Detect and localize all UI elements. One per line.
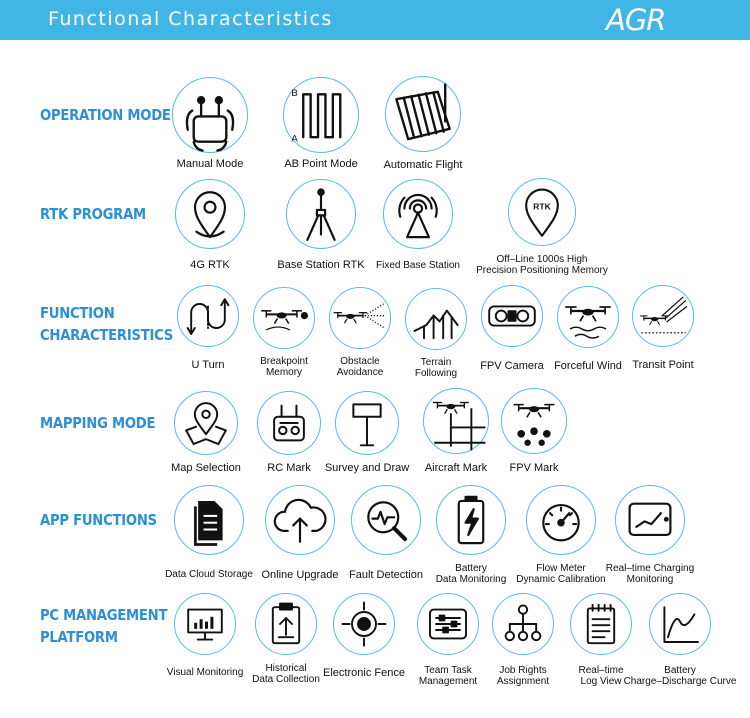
svg-text:RTK: RTK [533, 201, 551, 212]
gauge-icon [526, 485, 596, 555]
section-title-rtk: RTK PROGRAM [40, 205, 146, 223]
feature-label: Log View [580, 676, 622, 687]
feature-label: Data Cloud Storage [165, 569, 253, 580]
feature-label: Battery [664, 665, 696, 676]
feature-label: Charge–Discharge Curve [623, 676, 737, 687]
feature-label: Management [418, 676, 478, 687]
feature-label: Off–Line 1000s High [496, 254, 588, 265]
feature-label: Forceful Wind [554, 360, 622, 372]
feature-label: Job Rights [499, 665, 547, 676]
drone-wind-icon [557, 286, 619, 348]
location-pin-icon [175, 179, 245, 249]
section-title-function: CHARACTERISTICS [40, 326, 174, 344]
feature-label: 4G RTK [190, 259, 230, 271]
curve-chart-icon [649, 593, 711, 655]
section-title-operation: OPERATION MODE [40, 106, 171, 124]
battery-icon [436, 485, 506, 555]
section-title-pc: PLATFORM [40, 628, 118, 646]
feature-label: Monitoring [626, 574, 674, 585]
field-grid-icon [385, 76, 461, 152]
feature-label: AB Point Mode [284, 158, 358, 170]
feature-label: Map Selection [171, 462, 241, 474]
feature-label: Team Task [424, 665, 472, 676]
feature-label: Manual Mode [176, 158, 244, 170]
feature-label: Obstacle [340, 356, 380, 367]
tripod-icon [286, 179, 356, 249]
feature-label: Avoidance [336, 367, 384, 378]
aircraft-grid-icon [423, 388, 489, 454]
drone-radar-icon [329, 287, 391, 349]
feature-label: Precision Positioning Memory [476, 265, 608, 276]
terrain-icon [405, 288, 467, 350]
feature-label: Assignment [496, 676, 550, 687]
feature-label: Transit Point [632, 359, 694, 371]
survey-post-icon [335, 391, 399, 455]
feature-label: Breakpoint [260, 356, 308, 367]
tablet-chart-icon [615, 485, 685, 555]
feature-label: Automatic Flight [383, 159, 463, 171]
svg-text:A: A [291, 133, 298, 145]
drone-route-icon [632, 285, 694, 347]
feature-label: RC Mark [267, 462, 311, 474]
feature-label: Online Upgrade [261, 569, 339, 581]
feature-label: Battery [455, 563, 487, 574]
clipboard-upload-icon [255, 593, 317, 655]
feature-label: Following [414, 368, 458, 379]
monitor-chart-icon [174, 593, 236, 655]
antenna-icon [383, 179, 453, 249]
target-icon [333, 593, 395, 655]
feature-label: Real–time Charging [605, 563, 695, 574]
documents-icon [174, 485, 244, 555]
feature-label: Fault Detection [349, 569, 423, 581]
section-title-function: FUNCTION [40, 304, 115, 322]
section-title-pc: PC MANAGEMENT [40, 606, 168, 624]
rc-mark-icon [257, 391, 321, 455]
notepad-icon [570, 593, 632, 655]
feature-label: Terrain [420, 357, 452, 368]
feature-label: Visual Monitoring [166, 667, 244, 678]
feature-label: Memory [265, 367, 303, 378]
cloud-upload-icon [265, 485, 335, 555]
feature-label: U Turn [191, 359, 225, 371]
brand-logo: AGR [606, 3, 666, 37]
feature-label: Historical [265, 663, 307, 674]
feature-label: FPV Mark [509, 462, 559, 474]
feature-label: Data Monitoring [435, 574, 507, 585]
feature-label: FPV Camera [480, 360, 544, 372]
feature-label: Flow Meter [536, 563, 586, 574]
camera-icon [481, 285, 543, 347]
drone-pins-icon [501, 388, 567, 454]
feature-label: Fixed Base Station [376, 260, 460, 271]
magnifier-pulse-icon [351, 485, 421, 555]
u-turn-icon [177, 285, 239, 347]
ab-route-icon [283, 77, 359, 153]
feature-label: Data Collection [252, 674, 320, 685]
feature-label: Electronic Fence [323, 667, 405, 679]
map-pin-icon [174, 391, 238, 455]
hierarchy-icon [492, 593, 554, 655]
feature-label: Aircraft Mark [424, 462, 488, 474]
page-title: Functional Characteristics [48, 8, 333, 30]
rtk-pin-icon [508, 178, 576, 246]
feature-label: Real–time [578, 665, 624, 676]
section-title-app: APP FUNCTIONS [40, 511, 157, 529]
feature-label: Base Station RTK [277, 259, 365, 271]
drone-breakpoint-icon [253, 287, 315, 349]
feature-label: Survey and Draw [324, 462, 410, 474]
feature-label: Dynamic Calibration [516, 574, 606, 585]
header-bar [0, 0, 750, 40]
section-title-mapping: MAPPING MODE [40, 414, 156, 432]
sliders-icon [417, 593, 479, 655]
svg-text:B: B [291, 87, 298, 99]
remote-controller-icon [172, 77, 248, 153]
